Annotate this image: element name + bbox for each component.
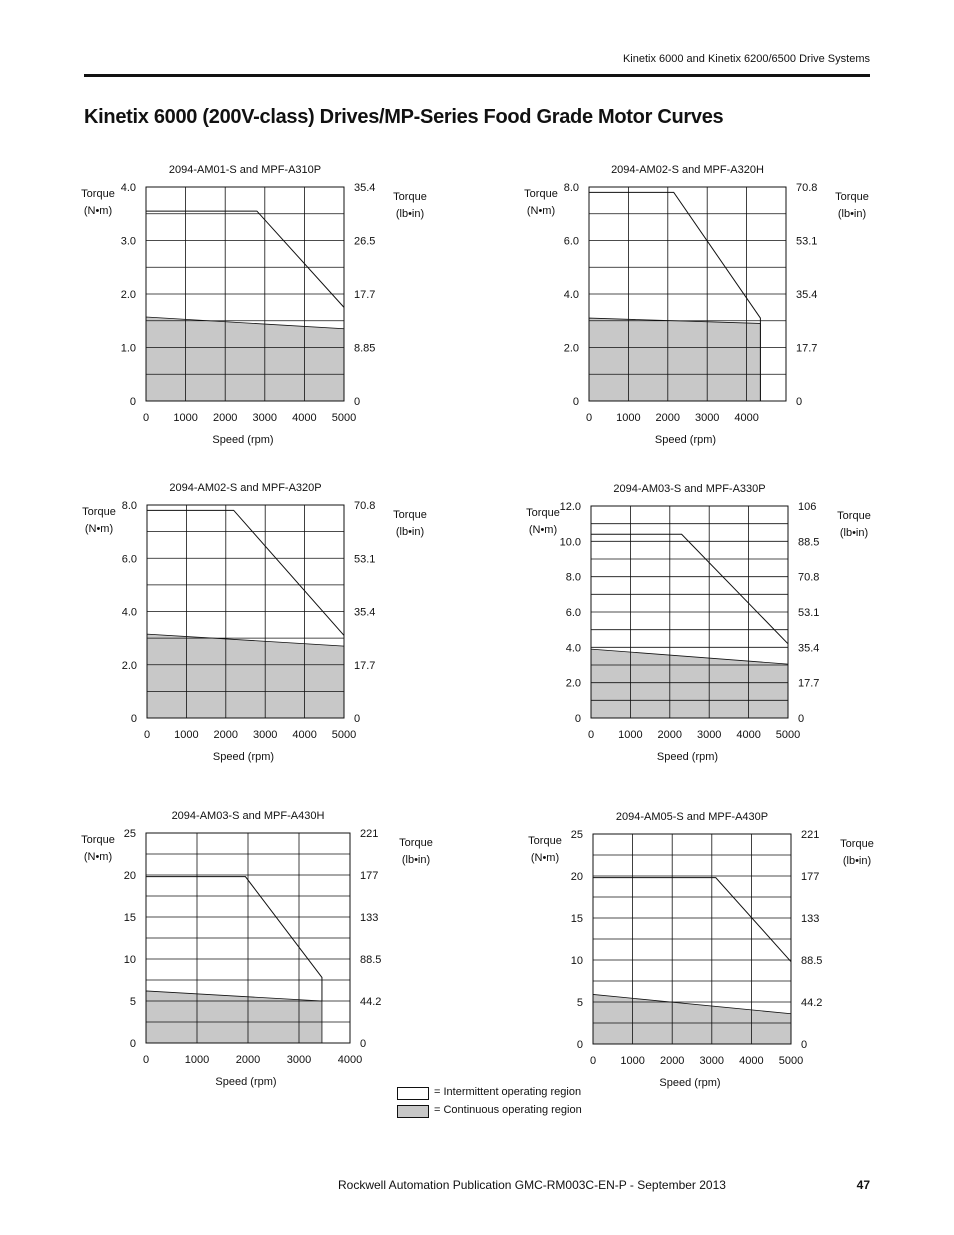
y-tick-label-left: 8.0 xyxy=(121,500,137,512)
y-tick-label-right: 133 xyxy=(801,913,820,925)
y-tick-label-right: 35.4 xyxy=(354,606,376,619)
chart-title: 2094-AM02-S and MPF-A320P xyxy=(169,482,322,494)
y-tick-label-right: 177 xyxy=(801,871,820,883)
y-axis-label-left-unit: (N•m) xyxy=(83,851,113,863)
x-tick-label: 4000 xyxy=(734,412,759,424)
intermittent-region-line xyxy=(146,211,344,307)
y-tick-label-right: 53.1 xyxy=(796,235,818,248)
x-axis-label: Speed (rpm) xyxy=(654,434,717,446)
y-tick-label-right: 88.5 xyxy=(801,955,823,967)
x-tick-label: 5000 xyxy=(331,412,357,424)
x-tick-label: 0 xyxy=(587,729,595,741)
footer-publication: Rockwell Automation Publication GMC-RM003C-EN-P - September 2013 xyxy=(338,1178,726,1192)
x-axis-label: Speed (rpm) xyxy=(212,751,275,763)
y-tick-label-right: 35.4 xyxy=(354,182,376,194)
y-tick-label-left: 4.0 xyxy=(121,606,137,619)
running-header: Kinetix 6000 and Kinetix 6200/6500 Drive Systems xyxy=(622,53,870,65)
y-axis-label-right-unit: (lb•in) xyxy=(837,208,867,220)
y-tick-label-right: 177 xyxy=(360,870,379,882)
y-axis-label-left-unit: (N•m) xyxy=(84,523,114,535)
chart-4 xyxy=(526,483,871,763)
y-tick-label-left: 12.0 xyxy=(559,501,581,513)
legend-swatch-intermittent xyxy=(397,1087,429,1100)
chart-title: 2094-AM02-S and MPF-A320H xyxy=(611,164,764,176)
chart-3 xyxy=(82,482,427,763)
y-tick-label-right: 53.1 xyxy=(798,607,820,619)
y-axis-label-right-unit: (lb•in) xyxy=(395,526,425,538)
y-tick-label-right: 35.4 xyxy=(798,642,820,655)
y-tick-label-left: 6.0 xyxy=(121,553,137,566)
x-tick-label: 3000 xyxy=(252,729,278,741)
y-axis-label-right: Torque xyxy=(840,838,874,850)
x-tick-label: 4000 xyxy=(292,412,317,424)
chart-1 xyxy=(81,164,427,446)
x-tick-label: 1000 xyxy=(173,412,198,424)
x-tick-label: 2000 xyxy=(657,729,683,741)
y-tick-label-left: 0 xyxy=(129,396,136,408)
chart-title: 2094-AM01-S and MPF-A310P xyxy=(168,164,322,176)
intermittent-region-line xyxy=(593,878,791,962)
y-tick-label-right: 17.7 xyxy=(798,677,820,690)
x-tick-label: 2000 xyxy=(235,1054,261,1066)
y-tick-label-right: 17.7 xyxy=(354,659,376,672)
y-tick-label-left: 2.0 xyxy=(120,289,136,301)
chart-5 xyxy=(81,810,433,1088)
y-tick-label-left: 10 xyxy=(570,955,583,967)
x-tick-label: 0 xyxy=(589,1055,597,1067)
y-tick-label-left: 25 xyxy=(123,828,136,840)
x-tick-label: 4000 xyxy=(739,1055,764,1067)
chart-title: 2094-AM03-S and MPF-A330P xyxy=(613,483,766,495)
chart-6 xyxy=(528,811,874,1089)
y-tick-label-right: 17.7 xyxy=(796,342,818,355)
y-tick-label-left: 1.0 xyxy=(120,342,136,355)
y-tick-label-left: 2.0 xyxy=(121,659,137,672)
y-tick-label-right: 221 xyxy=(801,829,820,841)
chart-title: 2094-AM05-S and MPF-A430P xyxy=(615,811,769,823)
legend-label-intermittent: = Intermittent operating region xyxy=(434,1086,582,1098)
y-tick-label-left: 15 xyxy=(123,912,136,924)
y-axis-label-right: Torque xyxy=(393,509,427,521)
x-tick-label: 0 xyxy=(142,1054,150,1066)
x-tick-label: 3000 xyxy=(252,412,278,424)
y-tick-label-right: 0 xyxy=(360,1038,367,1050)
y-axis-label-right: Torque xyxy=(393,191,427,203)
y-tick-label-left: 0 xyxy=(576,1039,583,1051)
y-tick-label-left: 4.0 xyxy=(120,182,136,194)
y-axis-label-left: Torque xyxy=(81,188,115,200)
x-tick-label: 0 xyxy=(585,412,593,424)
chart-title: 2094-AM03-S and MPF-A430H xyxy=(171,810,325,822)
continuous-region-area xyxy=(589,318,760,401)
y-axis-label-right-unit: (lb•in) xyxy=(401,854,431,866)
y-tick-label-right: 35.4 xyxy=(796,289,818,301)
y-tick-label-left: 15 xyxy=(570,913,583,925)
x-axis-label: Speed (rpm) xyxy=(212,434,274,446)
y-tick-label-right: 8.85 xyxy=(354,342,376,355)
y-tick-label-left: 5 xyxy=(129,996,136,1008)
continuous-region-area xyxy=(147,634,344,718)
y-axis-label-left-unit: (N•m) xyxy=(83,205,113,217)
x-tick-label: 3000 xyxy=(699,1055,725,1067)
y-tick-label-left: 5 xyxy=(576,997,583,1009)
y-tick-label-right: 106 xyxy=(798,501,817,513)
y-tick-label-right: 88.5 xyxy=(360,954,382,966)
x-axis-label: Speed (rpm) xyxy=(656,751,719,763)
y-axis-label-right: Torque xyxy=(399,837,433,849)
y-tick-label-right: 88.5 xyxy=(798,536,820,549)
continuous-region-area xyxy=(146,317,344,401)
footer-page-number: 47 xyxy=(856,1178,870,1192)
y-tick-label-left: 10.0 xyxy=(559,536,581,549)
y-tick-label-left: 4.0 xyxy=(565,642,581,655)
y-tick-label-left: 2.0 xyxy=(563,342,579,355)
intermittent-region-line xyxy=(591,534,788,644)
y-tick-label-left: 0 xyxy=(130,713,137,725)
y-axis-label-left: Torque xyxy=(526,507,560,519)
y-tick-label-left: 8.0 xyxy=(563,182,579,194)
y-tick-label-right: 133 xyxy=(360,912,379,924)
x-tick-label: 1000 xyxy=(616,412,641,424)
y-axis-label-right: Torque xyxy=(837,510,871,522)
x-tick-label: 3000 xyxy=(286,1054,312,1066)
x-tick-label: 1000 xyxy=(184,1054,210,1066)
y-tick-label-right: 70.8 xyxy=(796,182,818,194)
y-tick-label-left: 0 xyxy=(574,713,581,725)
y-tick-label-left: 0 xyxy=(129,1038,136,1050)
x-tick-label: 4000 xyxy=(736,729,761,741)
y-tick-label-right: 70.8 xyxy=(354,500,376,512)
y-tick-label-right: 53.1 xyxy=(354,553,376,566)
x-tick-label: 2000 xyxy=(212,412,238,424)
y-tick-label-left: 6.0 xyxy=(565,607,581,619)
y-tick-label-right: 44.2 xyxy=(801,997,823,1009)
intermittent-region-line xyxy=(146,877,322,1001)
y-tick-label-right: 44.2 xyxy=(360,996,382,1008)
x-tick-label: 5000 xyxy=(775,729,801,741)
y-axis-label-right: Torque xyxy=(835,191,869,203)
x-tick-label: 1000 xyxy=(618,729,643,741)
chart-2 xyxy=(524,164,869,446)
x-tick-label: 5000 xyxy=(778,1055,804,1067)
y-tick-label-right: 0 xyxy=(354,713,361,725)
legend-swatch-continuous xyxy=(397,1105,429,1118)
x-tick-label: 0 xyxy=(142,412,150,424)
y-tick-label-left: 20 xyxy=(123,870,136,882)
x-tick-label: 3000 xyxy=(694,412,720,424)
y-tick-label-right: 70.8 xyxy=(798,571,820,584)
x-axis-label: Speed (rpm) xyxy=(215,1076,277,1088)
x-tick-label: 5000 xyxy=(331,729,357,741)
x-tick-label: 0 xyxy=(143,729,151,741)
y-axis-label-left-unit: (N•m) xyxy=(530,852,560,864)
x-tick-label: 1000 xyxy=(174,729,199,741)
y-tick-label-left: 2.0 xyxy=(565,677,581,690)
y-axis-label-left-unit: (N•m) xyxy=(528,524,558,536)
page-title: Kinetix 6000 (200V-class) Drives/MP-Series Food Grade Motor Curves xyxy=(84,106,724,128)
y-tick-label-right: 221 xyxy=(360,828,379,840)
intermittent-region-line xyxy=(147,510,344,635)
y-tick-label-left: 4.0 xyxy=(563,289,579,301)
legend-label-continuous: = Continuous operating region xyxy=(434,1104,582,1116)
x-tick-label: 2000 xyxy=(213,729,239,741)
y-tick-label-left: 25 xyxy=(570,829,583,841)
y-tick-label-right: 17.7 xyxy=(354,289,376,301)
y-tick-label-left: 3.0 xyxy=(120,235,136,248)
x-tick-label: 1000 xyxy=(620,1055,645,1067)
x-tick-label: 2000 xyxy=(655,412,681,424)
y-tick-label-left: 8.0 xyxy=(565,571,581,584)
x-axis-label: Speed (rpm) xyxy=(659,1077,721,1089)
continuous-region-area xyxy=(146,991,322,1043)
y-axis-label-right-unit: (lb•in) xyxy=(395,208,425,220)
y-axis-label-left: Torque xyxy=(528,835,562,847)
y-axis-label-right-unit: (lb•in) xyxy=(839,527,869,539)
y-axis-label-right-unit: (lb•in) xyxy=(842,855,872,867)
y-tick-label-left: 6.0 xyxy=(563,235,579,248)
y-axis-label-left: Torque xyxy=(82,506,116,518)
x-tick-label: 2000 xyxy=(659,1055,685,1067)
y-axis-label-left-unit: (N•m) xyxy=(526,205,556,217)
y-axis-label-left: Torque xyxy=(81,834,115,846)
y-tick-label-right: 0 xyxy=(798,713,805,725)
y-axis-label-left: Torque xyxy=(524,188,558,200)
x-tick-label: 4000 xyxy=(337,1054,363,1066)
x-tick-label: 3000 xyxy=(696,729,722,741)
y-tick-label-right: 26.5 xyxy=(354,235,376,248)
y-tick-label-right: 0 xyxy=(801,1039,808,1051)
y-tick-label-right: 0 xyxy=(354,396,361,408)
continuous-region-area xyxy=(591,649,788,718)
x-tick-label: 4000 xyxy=(292,729,317,741)
y-tick-label-right: 0 xyxy=(796,396,803,408)
y-tick-label-left: 0 xyxy=(572,396,579,408)
y-tick-label-left: 20 xyxy=(570,871,583,883)
y-tick-label-left: 10 xyxy=(123,954,136,966)
